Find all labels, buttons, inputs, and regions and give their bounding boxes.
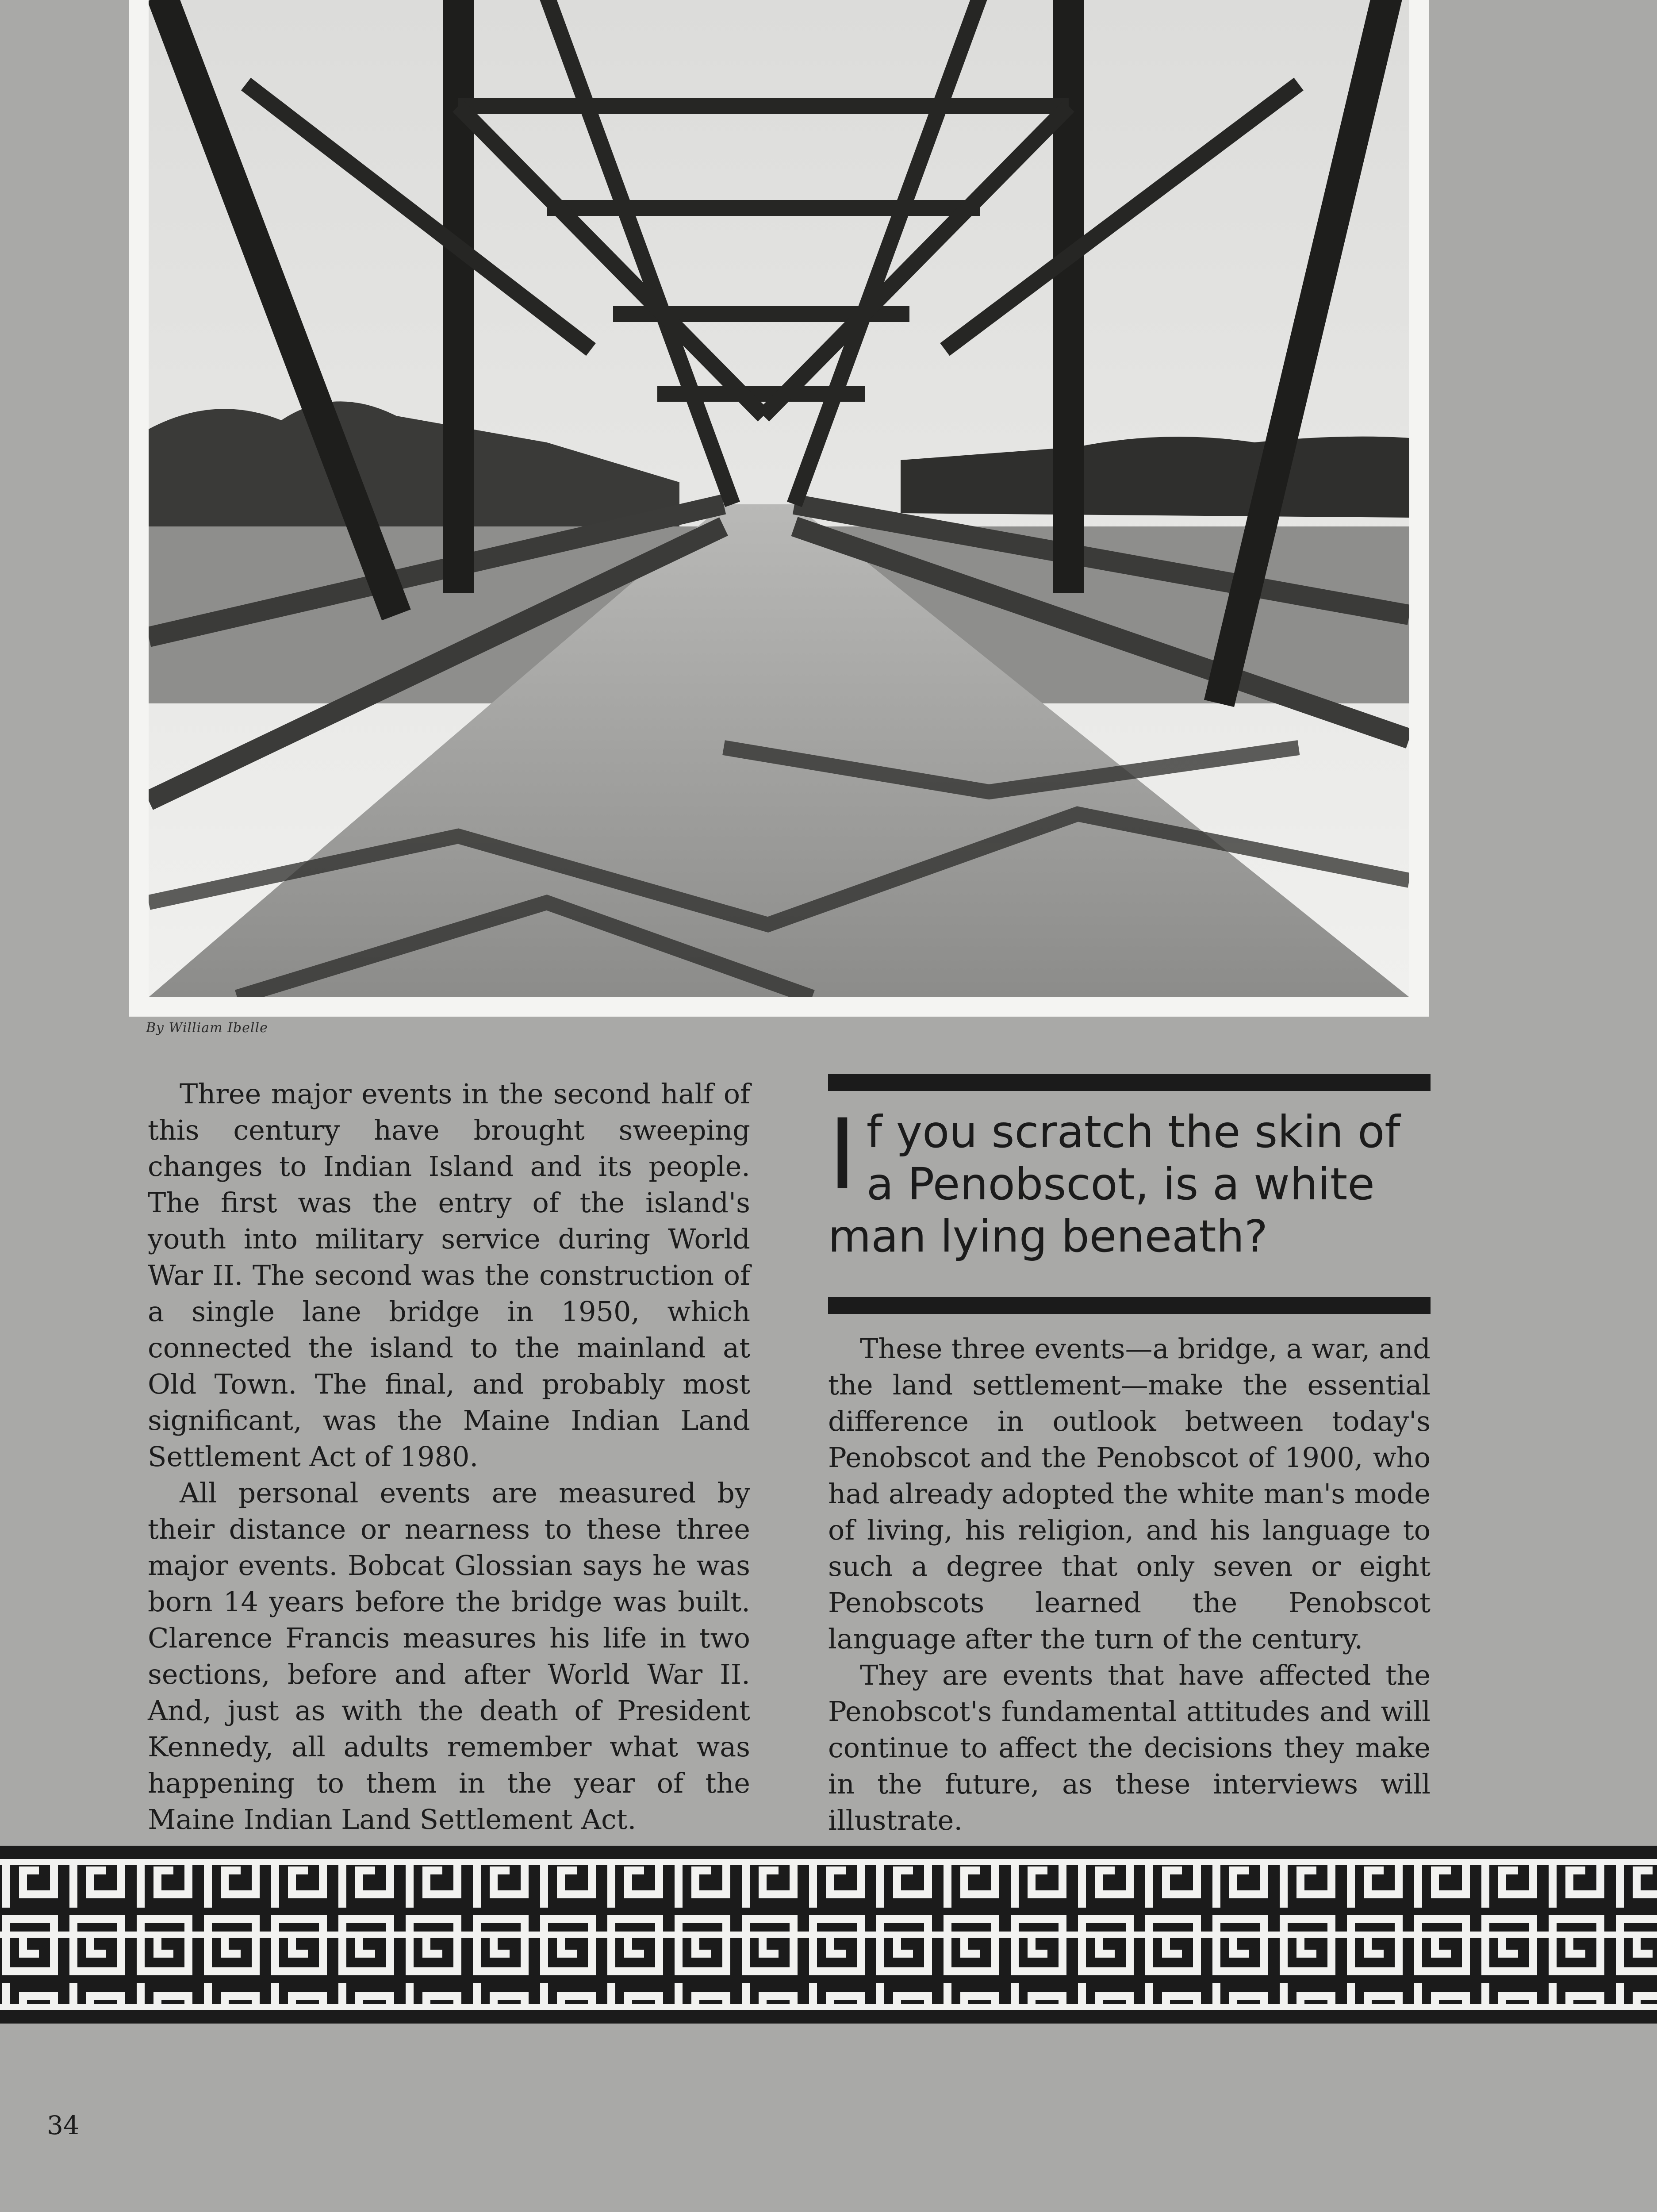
headline-text: f you scratch the skin of a Penobscot, is a white man lying beneath? bbox=[828, 1106, 1400, 1262]
photo-frame bbox=[129, 0, 1429, 1017]
article-right-column bbox=[828, 1331, 1431, 1839]
headline-drop-cap: I bbox=[828, 1098, 857, 1211]
photo-credit: By William Ibelle bbox=[146, 1020, 268, 1036]
greek-key-pattern bbox=[0, 1846, 1657, 2032]
article-left-column bbox=[148, 1076, 750, 1838]
bridge-photo bbox=[149, 0, 1409, 997]
article-paragraph: All personal events are measured by their distance or nearness to these three major events. Bobcat Glossian says he was born 14 years before the bridge was built. Clarence Francis measures his life in two sections, before and after World War II. And, just as with the death of President Kennedy, all adults remember what was happening to them in the year of the Maine Indian Land Settlement Act. bbox=[148, 1477, 750, 1836]
page-number: 34 bbox=[47, 2110, 80, 2140]
headline-rule-top bbox=[828, 1074, 1431, 1091]
pull-quote-headline bbox=[828, 1098, 1431, 1263]
headline-rule-bottom bbox=[828, 1297, 1431, 1314]
article-paragraph: They are events that have affected the Penobscot's fundamental attitudes and will continue to affect the decisions they make in the future, as these interviews will illustrate. bbox=[828, 1659, 1431, 1836]
bridge-illustration bbox=[149, 0, 1409, 997]
article-paragraph: These three events—a bridge, a war, and the land settlement—make the essential difference in outlook between today's Penobscot and the Penobscot of 1900, who had already adopted the white man's mode of living, his religion, and his language to such a degree that only seven or eight Penobscots learned the Penobscot language after the turn of the century. bbox=[828, 1333, 1431, 1655]
greek-key-border bbox=[0, 1846, 1657, 2032]
article-paragraph: Three major events in the second half of this century have brought sweeping changes to Indian Island and its people. The first was the entry of the island's youth into military service during World War II. The second was the construction of a single lane bridge in 1950, which connected the island to the mainland at Old Town. The final, and probably most significant, was the Maine Indian Land Settlement Act of 1980. bbox=[148, 1078, 750, 1473]
